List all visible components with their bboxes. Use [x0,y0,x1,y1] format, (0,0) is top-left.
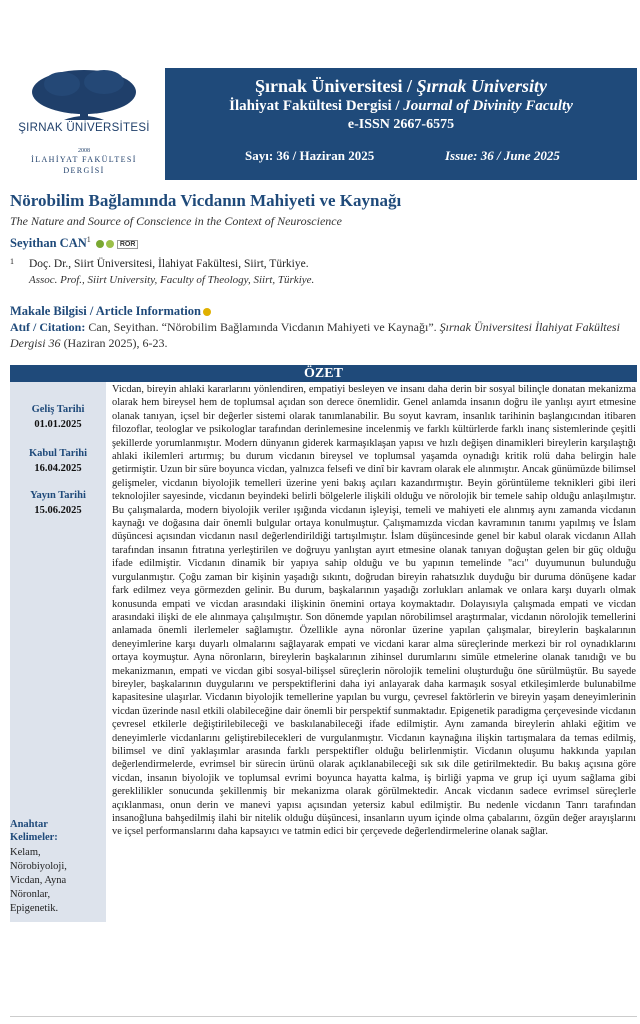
issue-tr: Sayı: 36 / Haziran 2025 [245,148,375,163]
article-info-heading [10,304,211,319]
author-line [10,235,138,251]
author-affiliation-sup: 1 [86,235,91,244]
citation-journal: Şırnak Üniversitesi İlahiyat Fakültesi Dergisi 36 [10,320,620,350]
logo-year: 2008 [78,148,90,154]
university-en: Şırnak University [416,76,548,96]
orcid-icon[interactable] [96,240,104,248]
citation-label: Atıf / Citation: [10,320,86,334]
tree-logo-icon [24,68,144,124]
info-icon[interactable] [203,308,211,316]
abstract-text: Vicdan, bireyin ahlaki kararlarını yönlendiren, empatiyi besleyen ve insanı daha derin bir sosyal bilinçle donatan mekanizma olarak hem bireysel hem de toplumsal açıdan son derece önemlidir. Genel anlamda insanın doğru ile yanlışı ayırt etmesine olanak tanıyan, içsel bir değerler sistemi olarak tanımlanabilir. Bu soyut kavram, insanlık tarihinin başlangıcından itibaren filozoflar, teologlar ve psikologlar tarafından derinlemesine incelenmiş ve farklı kültürlerde farklı inanç sistemlerinde çeşitli şekillerde yorumlanmıştır. Modern dünyanın giderek karmaşıklaşan yapısı ve hızlı değişen dinamikleri bireylerin karşılaştığı ahlaki ikilemleri artırmış; bu durum vicdanın bireysel ve toplumsal yaşamda oynadığı kritik rolü daha belirgin hale getirmiştir. Uzun bir süre boyunca vicdan, yalnızca felsefi ve dinî bir kavram olarak ele alınmıştır. Ancak günümüzde bilimsel gelişmeler, vicdanın biyolojik temelleri üzerine yeni bakış açıları kazandırmıştır. Beyin görüntüleme teknikleri gibi ileri teknolojiler sayesinde, vicdanın beyindeki belirli bölgelerle ilişkili olduğu ve nörolojik bir temele sahip olduğu anlaşılmıştır. Bu çalışmalarda, modern biyolojik veriler ışığında vicdanın işleyişi, temeli ve mahiyeti ele alınmış aynı zamanda vicdanın kaynağı ve doğasına dair önemli bulgular ortaya konulmuştur. Çalışmamızda vicdan kavramının tanımı yapılmış ve İslam düşüncesi açısından vicdanın nasıl değerlendirildiği tartışılmıştır. İslam düşüncesinde genel bir kabul olarak vicdanın Allah tarafından insanın fıtratına yerleştirilen ve doğruyu yanlıştan ayırt etmesine olanak tanıyan doğuştan gelen bir güç olduğu ifade edilmiştir. Vicdanın dinamik bir yapıya sahip olduğu ve bu yapının temelinde "acı" duyumunun bulunduğu vurgulanmıştır. Çoğu zaman bir kişinin yaşadığı sıkıntı, doğrudan bireyin rahatsızlık duyduğu bir duruma dönüşene kadar fark edilmez veya görmezden gelinir. Bu durum, başkalarının yaşadığı zorlukları anlamak ve onlara karşı duyarlı olmak konusunda empati ve vicdan arasındaki ilişkinin önemini ortaya koymaktadır. Dolayısıyla çalışmada empati ve vicdan arasındaki ilişki de ele alınmaya çalışılmıştır. Son dönemde yapılan nörobilimsel araştırmalar, vicdanın nörolojik temellerini anlamada önemli ilerlemeler sağlamıştır. Özellikle ayna nöronlar üzerine yapılan çalışmalar, bireylerin başkalarının deneyimlerine karşı duyarlı olmalarını sağlayarak empati ve vicdani karar alma süreçlerinde merkezi bir rol oynadıklarını ortaya koymuştur. Ayna nöronların, bireylerin başkalarının zihinsel durumlarını simüle etmelerine olanak tanıdığı ve bu mekanizmanın, empati ve vicdan gibi sosyal-bilişsel süreçlerin nörolojik temelini oluşturduğu öne sürülmüştür. Bu sayede bireyler, başkalarının duygularını ve perspektiflerini daha iyi anlayarak daha karmaşık sosyal etkileşimlerde bulunabilme kapasitesine ulaşırlar. Vicdanın biyolojik temellerine yapılan bu vurgu, çevresel faktörlerin ve bireyin yaşam deneyimlerinin vicdan üzerinde nasıl etkili olabileceğine dair önemli bir perspektif sunmaktadır. Epigenetik paradigma çerçevesinde vicdanın çevresel etkilerle değiştirilebileceği ve baskılanabileceği ifade edilmiştir. Aynı zamanda bireylerin ahlaki eğitim ve deneyimlerle vicdanlarını geliştirebilecekleri de vurgulanmıştır. Vicdanın kaynağına ilişkin tartışmalara da temas edilmiş, bilimsel ve dinî yaklaşımlar arasında farklı perspektifler olduğu belirlenmiştir. Vicdanın oluşumu hakkında yapılan değerlendirmelerde, evrimsel bir sürecin ürünü olarak açıklanabileceği sık sık dile getirilmektedir. Bu bakış açısına göre vicdan, insanın biyolojik ve toplumsal evrimi boyunca hayatta kalma, iş birliği yapma ve grup içi uyum sağlama gibi gereklilikler sonucunda şekillenmiş bir mekanizma olarak görülmektedir. Ancak vicdanın sadece evrimsel süreçlerle açıklanması, onun derin ve manevi yapısı açısından yetersiz kabul edilmiştir. Bu nedenle vicdanın Tanrı tarafından insanoğluna bahşedilmiş ilahi bir nitelik olduğu düşüncesi, insanların uyum içinde olma çabalarını, özgün değer arayışlarını ve içsel performanslarını daha kapsayıcı ve tatmin edici bir çerçevede değerlendirmelerine olanak sağlar. [112,384,636,838]
received-label: Geliş Tarihi [31,404,85,415]
page-footer-divider [10,1016,637,1017]
journal-logo [8,68,160,180]
logo-university-name: ŞIRNAK ÜNİVERSİTESİ [18,122,150,134]
keywords-label: Anahtar Kelimeler: [10,819,58,843]
citation-text: Can, Seyithan. “Nörobilim Bağlamında Vicdanın Mahiyeti ve Kaynağı”. [85,320,440,334]
ror-icon[interactable]: ROR [117,240,139,249]
keywords-list: Kelam, Nörobiyoloji, Vicdan, Ayna Nöronlar, Epigenetik. [10,847,67,914]
affiliation-number: 1 [10,257,14,266]
article-info-label: Makale Bilgisi / Article Information [10,304,201,318]
journal-banner [165,68,637,180]
logo-journal: DERGİSİ [63,166,105,175]
affiliation-tr: Doç. Dr., Siirt Üniversitesi, İlahiyat Fakültesi, Siirt, Türkiye. [29,258,309,270]
logo-faculty: İLAHİYAT FAKÜLTESİ [31,155,137,164]
citation-tail: (Haziran 2025), 6-23. [60,336,168,350]
author-name[interactable]: Seyithan CAN [10,236,87,251]
ozet-heading: ÖZET [10,365,637,382]
banner-university [165,76,637,97]
issue-en: Issue: 36 / June 2025 [445,148,560,163]
banner-eissn: e-ISSN 2667-6575 [347,117,455,132]
published-label: Yayın Tarihi [30,490,86,501]
university-tr: Şırnak Üniversitesi / [254,76,417,96]
accepted-date: 16.04.2025 [34,463,82,474]
affiliation-en: Assoc. Prof., Siirt University, Faculty of Theology, Siirt, Türkiye. [29,274,315,286]
published-date: 15.06.2025 [34,505,82,516]
article-title-en: The Nature and Source of Conscience in the Context of Neuroscience [10,214,342,228]
citation [10,319,625,351]
banner-journal [165,98,637,115]
orcid-icon-2[interactable] [106,240,114,248]
received-date: 01.01.2025 [34,419,82,430]
accepted-label: Kabul Tarihi [28,448,88,459]
journal-header [0,0,640,186]
article-title-tr: Nörobilim Bağlamında Vicdanın Mahiyeti ve Kaynağı [10,191,402,210]
journal-en: Journal of Divinity Faculty [403,98,573,114]
journal-tr: İlahiyat Fakültesi Dergisi / [229,98,404,114]
